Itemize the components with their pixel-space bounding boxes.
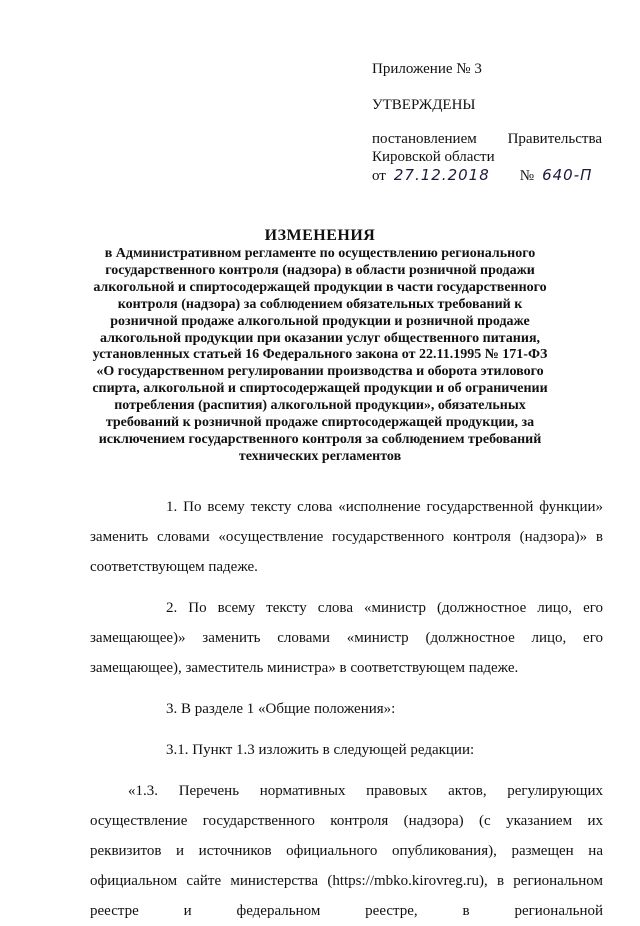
paragraph-number: 3. — [166, 701, 178, 717]
approved-label: УТВЕРЖДЕНЫ — [372, 97, 476, 113]
date-number-line — [372, 166, 602, 185]
approval-block — [372, 60, 602, 185]
paragraph-text: Перечень нормативных правовых актов, регулирующих осуществление государственного контроля (надзора) (с указанием их реквизитов и источников официального опубликования), размещен на официальном сайте министерства (https://mbko.kirovreg.ru), в региональном реестре и федеральном реестре, в региональной — [90, 783, 603, 919]
decree-word: постановлением — [372, 131, 477, 147]
paragraph-text: В разделе 1 «Общие положения»: — [181, 701, 396, 717]
paragraph-text: Пункт 1.3 изложить в следующей редакции: — [192, 742, 475, 758]
paragraph-number: 1. — [166, 499, 178, 515]
paragraph-3-1 — [90, 735, 603, 765]
paragraph-3 — [90, 694, 603, 724]
paragraph-number: 3.1. — [166, 742, 189, 758]
paragraph-1-3-quote — [90, 776, 603, 926]
document-subtitle: в Административном регламенте по осуществлению регионального государственного контроля (надзора) в области розничной продажи алкогольной и спиртосодержащей продукции в части государственного контроля (надзора) за соблюдением обязательных требований к розничной продаже алкогольной продукции и розничной продаже алкогольной продукции при оказании услуг общественного питания, установленных статьей 16 Федерального закона от 22.11.1995 № 171-ФЗ «О государственном регулировании производства и оборота этилового спирта, алкогольной и спиртосодержащей продукции и об ограничении потребления (распития) алкогольной продукции», обязательных требований к розничной продаже спиртосодержащей продукции, за исключением государственного контроля за соблюдением требований технических регламентов — [92, 246, 548, 464]
region-label: Кировской области — [372, 149, 495, 165]
government-word: Правительства — [507, 131, 602, 147]
decree-line — [372, 130, 602, 148]
title-block — [90, 226, 550, 466]
date-prefix: от — [372, 168, 386, 184]
paragraph-text: По всему тексту слова «министр (должностное лицо, его замещающее)» заменить словами «министр (должностное лицо, его замещающее), заместитель министра» в соответствующем падеже. — [90, 600, 604, 676]
document-body — [90, 492, 603, 926]
paragraph-number: «1.3. — [128, 783, 158, 799]
paragraph-1 — [90, 492, 603, 582]
paragraph-number: 2. — [166, 600, 178, 616]
handwritten-date: 27.12.2018 — [393, 166, 490, 184]
paragraph-text: По всему тексту слова «исполнение государственной функции» заменить словами «осуществление государственного контроля (надзора)» в соответствующем падеже. — [90, 499, 603, 575]
document-title: ИЗМЕНЕНИЯ — [264, 227, 376, 244]
handwritten-number: 640-П — [542, 166, 593, 184]
appendix-label: Приложение № 3 — [372, 61, 482, 77]
paragraph-2 — [90, 593, 603, 683]
number-sign: № — [519, 168, 535, 184]
